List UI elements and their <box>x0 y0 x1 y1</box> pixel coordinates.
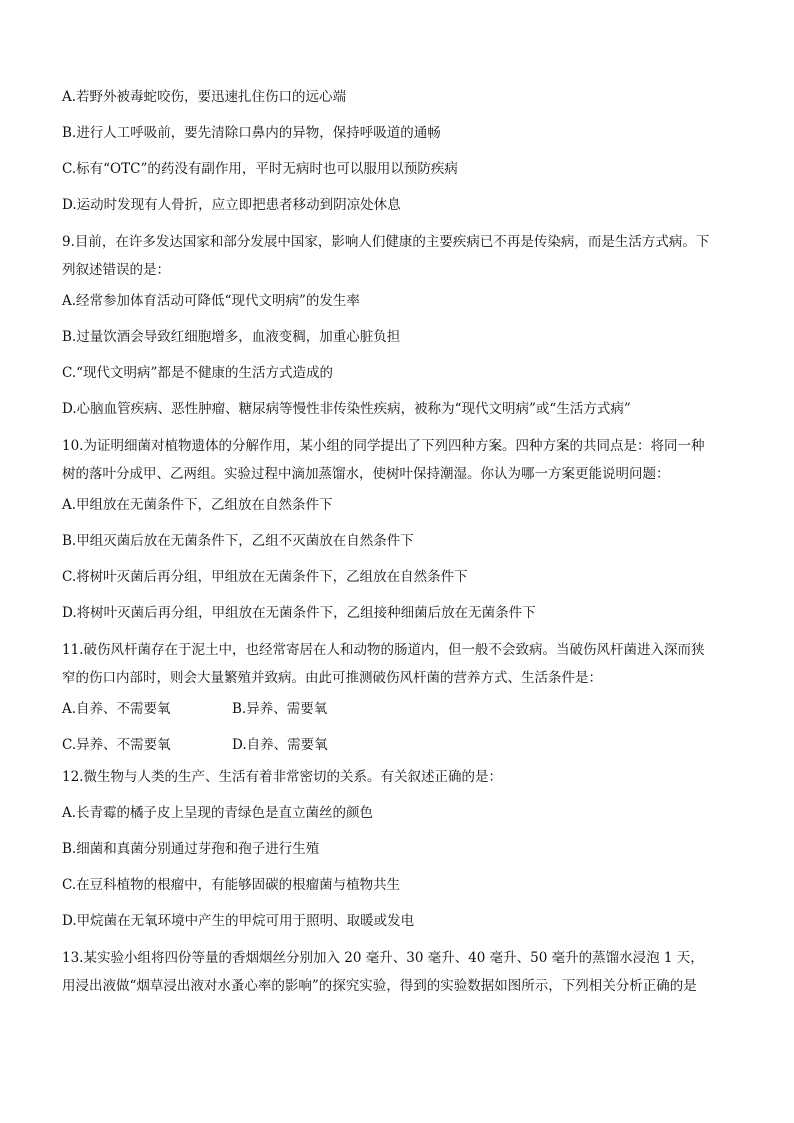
q11-option-d: D.自养、需要氧 <box>232 737 328 753</box>
q13-stem: 13.某实验小组将四份等量的香烟烟丝分别加入 20 毫升、30 毫升、40 毫升、50 毫升的蒸馏水浸泡 1 天，用浸出液做“烟草浸出液对水蚤心率的影响”的探究实验，得到的实验数据如图所示，下列相关分析正确的是 <box>62 950 704 994</box>
q11-options-row-1 <box>62 700 714 718</box>
q11-stem: 11.破伤风杆菌存在于泥土中，也经常寄居在人和动物的肠道内，但一般不会致病。当破伤风杆菌进入深而狭窄的伤口内部时，则会大量繁殖并致病。由此可推测破伤风杆菌的营养方式、生活条件是： <box>62 642 705 686</box>
q10-stem: 10.为证明细菌对植物遗体的分解作用，某小组的同学提出了下列四种方案。四种方案的共同点是：将同一种树的落叶分成甲、乙两组。实验过程中滴加蒸馏水，使树叶保持潮湿。你认为哪一方案更能说明问题： <box>62 438 705 482</box>
q8-option-c: C.标有“OTC”的药没有副作用，平时无病时也可以服用以预防疾病 <box>62 161 458 177</box>
q12-stem: 12.微生物与人类的生产、生活有着非常密切的关系。有关叙述正确的是： <box>62 769 502 785</box>
q11-option-a: A.自养、不需要氧 <box>62 701 171 717</box>
q10-option-c: C.将树叶灭菌后再分组，甲组放在无菌条件下，乙组放在自然条件下 <box>62 569 468 585</box>
q12-option-b: B.细菌和真菌分别通过芽孢和孢子进行生殖 <box>62 841 320 857</box>
q9-option-b: B.过量饮酒会导致红细胞增多，血液变稠，加重心脏负担 <box>62 329 401 345</box>
q12-option-c: C.在豆科植物的根瘤中，有能够固碳的根瘤菌与植物共生 <box>62 877 401 893</box>
q11-option-c: C.异养、不需要氧 <box>62 737 171 753</box>
q12-option-a: A.长青霉的橘子皮上呈现的青绿色是直立菌丝的颜色 <box>62 805 374 821</box>
q11-options-row-2 <box>62 736 714 754</box>
q9-option-c: C.“现代文明病”都是不健康的生活方式造成的 <box>62 365 333 381</box>
q9-option-a: A.经常参加体育活动可降低“现代文明病”的发生率 <box>62 293 360 309</box>
q11-option-b: B.异养、需要氧 <box>232 701 328 717</box>
q9-stem: 9.目前，在许多发达国家和部分发展中国家，影响人们健康的主要疾病已不再是传染病，而是生活方式病。下列叙述错误的是： <box>62 234 710 278</box>
q10-option-d: D.将树叶灭菌后再分组，甲组放在无菌条件下，乙组接种细菌后放在无菌条件下 <box>62 605 536 621</box>
q9-option-d: D.心脑血管疾病、恶性肿瘤、糖尿病等慢性非传染性疾病，被称为“现代文明病”或“生活方式病” <box>62 401 631 417</box>
q10-option-a: A.甲组放在无菌条件下，乙组放在自然条件下 <box>62 497 333 513</box>
q8-option-d: D.运动时发现有人骨折，应立即把患者移动到阴凉处休息 <box>62 197 401 213</box>
q8-option-b: B.进行人工呼吸前，要先清除口鼻内的异物，保持呼吸道的通畅 <box>62 125 441 141</box>
q10-option-b: B.甲组灭菌后放在无菌条件下，乙组不灭菌放在自然条件下 <box>62 533 414 549</box>
q12-option-d: D.甲烷菌在无氧环境中产生的甲烷可用于照明、取暖或发电 <box>62 913 415 929</box>
q8-option-a: A.若野外被毒蛇咬伤，要迅速扎住伤口的远心端 <box>62 89 347 105</box>
